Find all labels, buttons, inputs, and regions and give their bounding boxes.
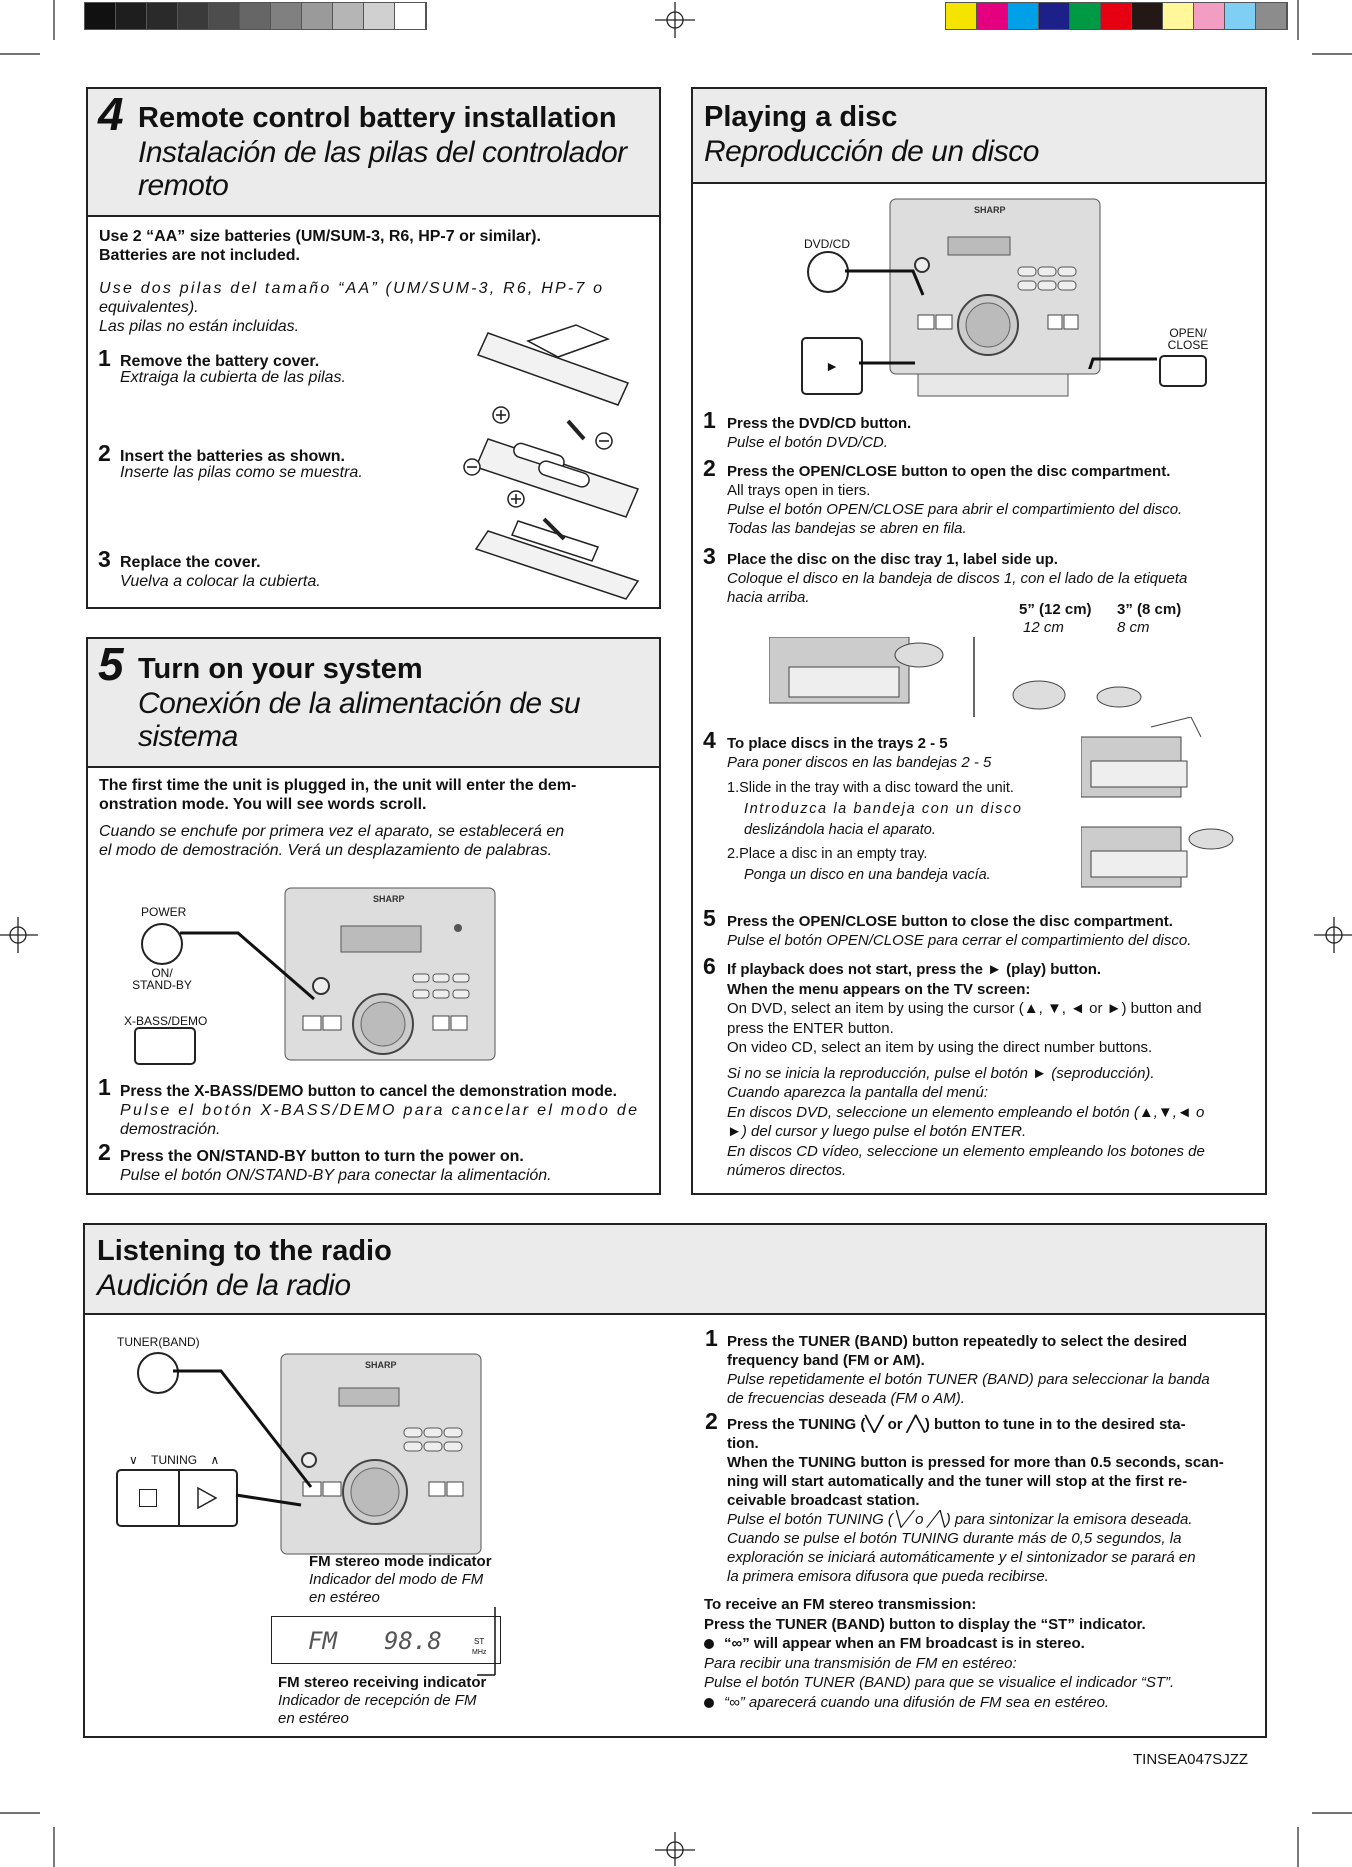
step-number: 5 <box>703 905 716 931</box>
step-es: Cuando aparezca la pantalla del menú: <box>727 1084 989 1101</box>
step-es: Pulse el botón DVD/CD. <box>727 434 888 451</box>
battery-intro-en <box>99 227 541 265</box>
section-title-en: Playing a disc <box>704 101 898 133</box>
substep-en: 2.Place a disc in an empty tray. <box>727 846 928 862</box>
step-es: demostración. <box>120 1121 221 1138</box>
step-en: Remove the battery cover. <box>120 353 320 370</box>
radio-header <box>85 1225 1265 1315</box>
substep-en: 1.Slide in the tray with a disc toward the unit. <box>727 780 1014 796</box>
stop-icon <box>139 1489 157 1507</box>
section-title-es: Reproducción de un disco <box>704 135 1039 168</box>
step-en: When the menu appears on the TV screen: <box>727 980 1031 998</box>
brand-text: SHARP <box>974 205 1006 215</box>
size-es: 8 cm <box>1117 619 1150 636</box>
step-number: 4 <box>703 727 716 753</box>
tuner-display <box>271 1616 501 1664</box>
display-frequency: 98.8 <box>384 1627 442 1655</box>
step-en: Replace the cover. <box>120 554 261 571</box>
tray-insert-illustration <box>1081 717 1261 897</box>
battery-panel <box>86 87 661 609</box>
openclose-button[interactable] <box>1159 355 1207 387</box>
brand-text: SHARP <box>373 894 405 904</box>
section-title-es <box>138 136 627 202</box>
note-en: Press the TUNER (BAND) button to display the “ST” indicator. <box>704 1615 1146 1633</box>
section-title-es <box>138 687 580 753</box>
step-es: En discos DVD, seleccione un elemento empleando el botón (▲,▼,◄ o <box>727 1103 1205 1121</box>
section-number: 4 <box>98 88 124 140</box>
battery-header <box>88 89 659 217</box>
step-en: ning will start automatically and the tuner will stop at the first re- <box>727 1473 1188 1490</box>
label-line: OPEN/ <box>1169 326 1207 340</box>
step-number: 1 <box>703 407 716 433</box>
section-title-en: Remote control battery installation <box>138 102 617 134</box>
step-en: press the ENTER button. <box>727 1019 894 1037</box>
step-es: Si no se inicia la reproducción, pulse el botón ► (seproducción). <box>727 1064 1155 1082</box>
section-title-en: Listening to the radio <box>97 1235 392 1267</box>
step-number: 3 <box>98 546 111 572</box>
step-es: números directos. <box>727 1162 847 1179</box>
text-line: el modo de demostración. Verá un desplazamiento de palabras. <box>99 842 553 859</box>
step-es: de frecuencias deseada (FM o AM). <box>727 1390 965 1407</box>
remote-battery-illustration <box>458 321 658 601</box>
disc-step-1 <box>727 414 911 452</box>
note-en: To receive an FM stereo transmission: <box>704 1596 977 1613</box>
step-es: Pulse el botón TUNING (╲╱ o ╱╲) para sintonizar la emisora deseada. <box>727 1511 1193 1528</box>
note-es: “∞” aparecerá cuando una difusión de FM sea en estéreo. <box>724 1693 1110 1711</box>
step-es: Todas las bandejas se abren en fila. <box>727 520 967 537</box>
step-es: Pulse el botón OPEN/CLOSE para cerrar el compartimiento del disco. <box>727 932 1192 949</box>
note-es: Para recibir una transmisión de FM en estéreo: <box>704 1654 1017 1672</box>
step-en: Press the TUNING (╲╱ or ╱╲) button to tune in to the desired sta- <box>727 1416 1186 1433</box>
fm-stereo-note <box>704 1595 1174 1712</box>
section-title-en: Turn on your system <box>138 653 423 685</box>
openclose-label <box>1163 327 1213 351</box>
label-line: STAND-BY <box>132 978 192 992</box>
step-en: Press the ON/STAND-BY button to turn the power on. <box>120 1148 524 1165</box>
step-en: Press the TUNER (BAND) button repeatedly to select the desired <box>727 1333 1188 1350</box>
text-line: Batteries are not included. <box>99 247 300 264</box>
label-es: en estéreo <box>309 1589 380 1606</box>
step-en: All trays open in tiers. <box>727 482 871 499</box>
step-en: Place the disc on the disc tray 1, label side up. <box>727 551 1058 568</box>
substep-es: Introduzca la bandeja con un disco <box>744 801 1023 817</box>
step-en: Press the OPEN/CLOSE button to close the disc compartment. <box>727 913 1173 930</box>
power-button[interactable] <box>141 923 183 965</box>
disc-size-5 <box>1019 601 1092 637</box>
step-es: Pulse el botón ON/STAND-BY para conectar la alimentación. <box>120 1167 552 1184</box>
step-es: Vuelva a colocar la cubierta. <box>120 573 321 590</box>
text-line: Use 2 “AA” size batteries (UM/SUM-3, R6, HP-7 or similar). <box>99 228 541 245</box>
disc-step-6 <box>727 960 1205 1181</box>
tuning-label: TUNING <box>151 1453 198 1467</box>
step-en: ceivable broadcast station. <box>727 1492 920 1509</box>
step-number: 1 <box>98 1074 111 1100</box>
step-en: Press the X-BASS/DEMO button to cancel the demonstration mode. <box>120 1083 617 1100</box>
step-number: 6 <box>703 953 716 979</box>
step-en: When the TUNING button is pressed for more than 0.5 seconds, scan- <box>727 1454 1224 1471</box>
note-es: Pulse el botón TUNER (BAND) para que se visualice el indicador “ST”. <box>704 1674 1175 1691</box>
title-line: Instalación de las pilas del controlador <box>138 136 627 169</box>
step-es: Inserte las pilas como se muestra. <box>120 464 363 481</box>
power-header <box>88 639 659 768</box>
disc-step-5 <box>727 912 1191 950</box>
step-number: 2 <box>705 1408 718 1434</box>
step-es: En discos CD vídeo, seleccione un elemento empleando los botones de <box>727 1142 1205 1160</box>
power-step-2 <box>120 1147 552 1185</box>
step-en: frequency band (FM or AM). <box>727 1352 925 1369</box>
radio-step-2 <box>727 1415 1224 1586</box>
chevron-up-icon: ∧ <box>210 1453 220 1467</box>
label-line: CLOSE <box>1167 338 1209 352</box>
battery-step-2 <box>120 447 363 482</box>
step-es: Pulse el botón OPEN/CLOSE para abrir el compartimiento del disco. <box>727 501 1183 518</box>
step-number: 1 <box>98 345 111 371</box>
label-es: en estéreo <box>278 1710 349 1727</box>
power-label: POWER <box>141 905 187 919</box>
label-en: FM stereo mode indicator <box>309 1553 492 1570</box>
step-en: Press the OPEN/CLOSE button to open the disc compartment. <box>727 463 1171 480</box>
substep-es: deslizándola hacia el aparato. <box>744 822 936 838</box>
step-en: Insert the batteries as shown. <box>120 448 345 465</box>
step-es: Extraiga la cubierta de las pilas. <box>120 369 346 386</box>
indicator-pointer <box>475 1605 505 1685</box>
size-es: 12 cm <box>1023 619 1064 636</box>
step-es: Para poner discos en las bandejas 2 - 5 <box>727 754 992 771</box>
step-number: 2 <box>703 455 716 481</box>
label-line: ON/ <box>151 966 173 980</box>
step-en: Press the DVD/CD button. <box>727 415 912 432</box>
radio-leader-lines <box>171 1365 331 1545</box>
text-line: Cuando se enchufe por primera vez el aparato, se establecerá en <box>99 823 565 840</box>
text-line: onstration mode. You will see words scroll. <box>99 796 427 813</box>
size-en: 3” (8 cm) <box>1117 601 1182 618</box>
note-en: “∞” will appear when an FM broadcast is in stereo. <box>724 1635 1085 1652</box>
substep-es: Ponga un disco en una bandeja vacía. <box>744 867 991 883</box>
step-en: On DVD, select an item by using the cursor (▲, ▼, ◄ or ►) button and <box>727 1000 1202 1017</box>
disc-panel <box>691 87 1267 1195</box>
step-es: ►) del cursor y luego pulse el botón ENTER. <box>727 1123 1027 1140</box>
step-es: Cuando se pulse el botón TUNING durante más de 0,5 segundos, la <box>727 1530 1182 1547</box>
size-en: 5” (12 cm) <box>1019 601 1092 618</box>
display-unit: MHz <box>472 1649 487 1656</box>
xbass-label: X-BASS/DEMO <box>124 1014 208 1028</box>
bullet-icon <box>704 1639 714 1649</box>
battery-step-1 <box>120 352 346 387</box>
display-st: ST <box>474 1637 485 1646</box>
disc-leader-lines <box>843 259 1163 369</box>
title-line: remoto <box>138 169 229 202</box>
step-en: To place discs in the trays 2 - 5 <box>727 735 948 752</box>
radio-step-1 <box>727 1332 1210 1408</box>
display-band: FM <box>308 1627 337 1655</box>
section-number: 5 <box>98 638 124 690</box>
disc-step-4a <box>727 778 1023 841</box>
tuner-label: TUNER(BAND) <box>117 1335 200 1349</box>
radio-panel <box>83 1223 1267 1738</box>
step-es: hacia arriba. <box>727 589 810 606</box>
footer-code: TINSEA047SJZZ <box>1133 1751 1249 1768</box>
power-leader-line <box>178 929 318 1009</box>
text-line: Las pilas no están incluidas. <box>99 318 300 335</box>
disc-size-3 <box>1117 601 1181 637</box>
text-line: equivalentes). <box>99 299 199 316</box>
step-es: la primera emisora difusora que pueda recibirse. <box>727 1568 1049 1585</box>
step-en: On video CD, select an item by using the direct number buttons. <box>727 1039 1153 1056</box>
section-title-es: Audición de la radio <box>97 1269 351 1302</box>
disc-step-2 <box>727 462 1182 538</box>
fm-receiving-indicator-label <box>278 1674 486 1728</box>
step-number: 2 <box>98 440 111 466</box>
disc-step-4b <box>727 844 991 886</box>
battery-step-3 <box>120 553 321 591</box>
disc-step-3 <box>727 550 1187 607</box>
step-number: 1 <box>705 1325 718 1351</box>
brand-text: SHARP <box>365 1360 397 1370</box>
disc-header <box>693 89 1265 184</box>
step-number: 2 <box>98 1139 111 1165</box>
label-es: Indicador del modo de FM <box>309 1571 484 1588</box>
power-intro-es <box>99 822 564 860</box>
step-en: tion. <box>727 1435 759 1452</box>
chevron-down-icon: ∨ <box>129 1453 138 1467</box>
step-es: exploración se iniciará automáticamente y el sintonizador se parará en <box>727 1549 1196 1566</box>
title-line: sistema <box>138 720 238 753</box>
title-line: Conexión de la alimentación de su <box>138 687 581 720</box>
disc-step-4 <box>727 734 991 772</box>
step-es: Coloque el disco en la bandeja de discos 1, con el lado de la etiqueta <box>727 570 1188 587</box>
power-step-1 <box>120 1082 655 1139</box>
play-button[interactable]: ► <box>801 337 863 395</box>
power-intro-en <box>99 776 576 814</box>
power-panel <box>86 637 661 1195</box>
text-line: Use dos pilas del tamaño “AA” (UM/SUM-3, R6, HP-7 o <box>99 280 605 297</box>
step-es: Pulse repetidamente el botón TUNER (BAND) para seleccionar la banda <box>727 1371 1210 1388</box>
fm-mode-indicator-label <box>309 1553 492 1607</box>
step-number: 3 <box>703 543 716 569</box>
dvdcd-label: DVD/CD <box>804 237 851 251</box>
xbass-button[interactable] <box>134 1027 196 1065</box>
label-es: Indicador de recepción de FM <box>278 1692 477 1709</box>
text-line: The first time the unit is plugged in, the unit will enter the dem- <box>99 777 577 794</box>
label-en: FM stereo receiving indicator <box>278 1674 487 1691</box>
step-en: If playback does not start, press the ► (play) button. <box>727 961 1102 978</box>
bullet-icon <box>704 1698 714 1708</box>
step-es: Pulse el botón X-BASS/DEMO para cancelar el modo de <box>120 1102 640 1119</box>
